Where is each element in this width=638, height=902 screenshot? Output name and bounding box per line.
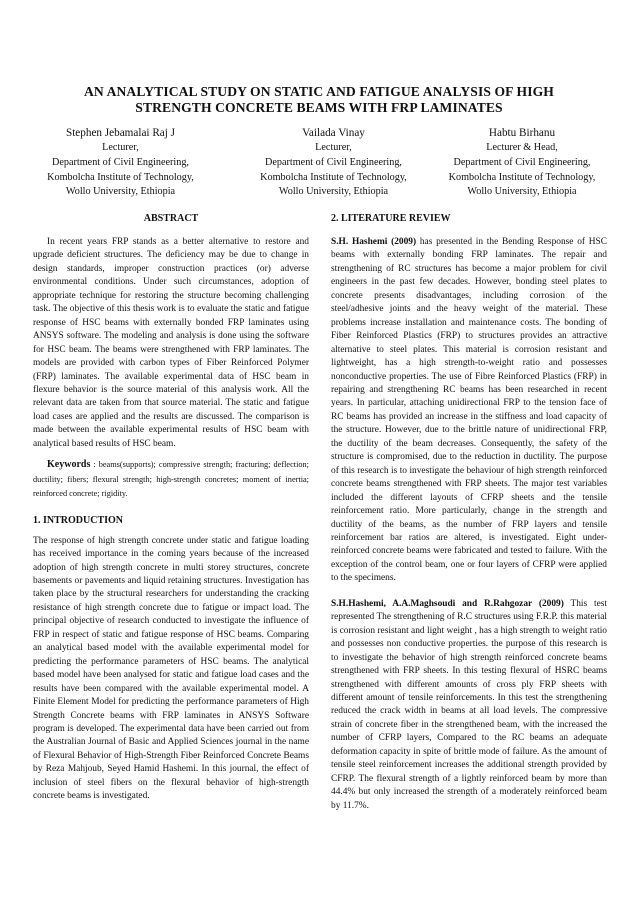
- author-name: Habtu Birhanu: [488, 127, 556, 139]
- author-university: Wollo University, Ethiopia: [278, 186, 389, 198]
- left-column: [33, 212, 309, 804]
- author-institute: Kombolcha Institute of Technology,: [260, 171, 407, 183]
- author-block-2: [246, 125, 421, 200]
- paper-title: [30, 84, 608, 116]
- title-line-1: AN ANALYTICAL STUDY ON STATIC AND FATIGUE ANALYSIS OF HIGH: [84, 84, 554, 99]
- author-name: Stephen Jebamalai Raj J: [65, 127, 176, 139]
- keywords-label: Keywords: [47, 459, 91, 471]
- keywords-list: : beams(supports); compressive strength; fracturing; deflection; ductility; fibers; flexural strength; high-strength concretes; moment of inertia; reinforced concrete; rigidity.: [33, 460, 309, 499]
- literature-paragraph-1: [331, 236, 607, 586]
- author-name: Vailada Vinay: [302, 127, 365, 139]
- author-block-1: [28, 125, 213, 200]
- author-institute: Kombolcha Institute of Technology,: [448, 171, 596, 183]
- author-department: Department of Civil Engineering,: [52, 156, 189, 168]
- author-department: Department of Civil Engineering,: [265, 156, 402, 168]
- title-line-2: STRENGTH CONCRETE BEAMS WITH FRP LAMINATES: [135, 100, 503, 115]
- author-university: Wollo University, Ethiopia: [65, 186, 176, 198]
- introduction-heading: 1. INTRODUCTION: [33, 514, 124, 526]
- literature-heading: 2. LITERATURE REVIEW: [331, 213, 451, 224]
- abstract-heading: ABSTRACT: [143, 213, 199, 224]
- author-role: Lecturer,: [102, 142, 139, 153]
- citation-hashemi-2009: S.H. Hashemi (2009): [331, 237, 417, 247]
- introduction-text: The response of high strength concrete under static and fatigue loading has received importance in the coming years because of the increased adoption of high strength concrete in multi storey structures, concrete basements or pavements and liquid retaining structures. Investigation has taken place by the structural researchers for understanding the cracking resistance of high strength concrete due to fatigue or impact load. The principal objective of research conducted to investigate the influence of FRP in respect of static and fatigue response of HSC beams. Comparing an analytical based model with the available experimental model for predicting the performance parameters of HSC beams. The analytical based model have been analysed for static and fatigue load cases and the results have been compared with the available experimental model. A Finite Element Model for predicting the performance parameters of High Strength Concrete beams with FRP laminates in ANSYS Software program is developed. The experimental data have been carried out from the Australian Journal of Basic and Applied Sciences journal in the name of Flexural Behavior of High-Strength Fiber Reinforced Concrete Beams by Reza Mahjoub, Seyed Hamid Hashemi. In this journal, the effect of inclusion of steel fibers on the flexural behavior of high-strength concrete beams is investigated.: [33, 535, 309, 802]
- author-role: Lecturer,: [315, 142, 352, 153]
- author-role: Lecturer & Head,: [486, 142, 558, 153]
- abstract-text: In recent years FRP stands as a better alternative to restore and upgrade deficient structures. The deficiency may be due to change in design standards, improper construction practices (or) adverse environmental conditions. Under such circumstances, adoption of appropriate technique for restoring the structure becoming challenging task. The objective of this thesis work is to evaluate the static and fatigue response of HSC beams with externally bonded FRP laminates using ANSYS software. The modeling and analysis is done using the software for HSC beam. The beams were strengthened with FRP laminates. The models are provided with carbon types of Fiber Reinforced Polymer (FRP) laminates. The available experimental data of HSC beam in flexure behavior is the source material of this analysis work. All the relevant data are taken from that source material. The static and fatigue load cases are applied and the results are discussed. The comparison is made between the available experimental results of HSC beam with analytical based results of HSC beam.: [33, 237, 309, 449]
- author-institute: Kombolcha Institute of Technology,: [47, 171, 194, 183]
- literature-paragraph-2: [331, 598, 607, 813]
- citation-hashemi-maghsoudi-rahgozar-2009: S.H.Hashemi, A.A.Maghsoudi and R.Rahgozar (2009): [331, 598, 564, 609]
- author-university: Wollo University, Ethiopia: [467, 186, 577, 198]
- author-block-3: [432, 125, 612, 200]
- keywords: [33, 458, 309, 501]
- right-column: [331, 212, 607, 813]
- literature-paragraph-1-text: has presented in the Bending Response of HSC beams with externally bonding FRP laminates. The repair and strengthening of RC structures has become a major problem for civil engineers in the past few decades. However, bonding steel plates to concrete presents disadvantages, including corrosion of the steel/adhesive joints and the heavy weight of the material. These problems increase installation and maintenance costs. The bonding of Fiber Reinforced Plastics (FRP) to structures provides an attractive alternative to steel plates. This material is corrosion resistant and lightweight, has a high strength-to-weight ratio and possesses nonconductive properties. The use of Fibre Reinforced Plastics (FRP) in repairing and strengthening RC beams has been researched in recent years. In particular, attaching unidirectional FRP to the tension face of RC beams has provided an increase in the stiffness and load capacity of the structure. However, due to the brittle nature of unidirectional FRP, the ductility of the beam decreases. Consequently, the safety of the structure is compromised, due to the reduction in ductility. The purpose of this research is to investigate the behaviour of high strength reinforced concrete beams strengthened with FRP sheets. The major test variables included the different layouts of CFRP sheets and the tensile reinforcement ratio. More particularly, change in the strength and ductility of the beams, as the number of FRP layers and tensile reinforcement bar ratios are altered, is investigated. Eight under-reinforced concrete beams were fabricated and tested to failure. With the exception of the control beam, one or four layers of CFRP were applied to the specimens.: [331, 237, 607, 584]
- literature-paragraph-2-text: This test represented The strengthening of R.C structures using F.R.P. this material is corrosion resistant and light weight , has a high strength to weight ratio and possesses non conductive properties. the purpose of this research is to investigate the behavior of high strength reinforced concrete beams strengthened with FRP sheets. In this testing flexural of HSRC beams strengthened with different amounts of cross ply FRP sheets with different amount of tensile reinforcements. In this test the strengthening reduced the crack width in beams at all load levels. The compressive strain of concrete fiber in the strengthened beam, with the increased the number of CFRP layers, Compared to the RC beams an adequate deformation capacity in spite of brittle mode of failure. As the amount of tensile steel reinforcement increases the additional strength provided by CFRP. The flexural strength of a lightly reinforced beam by more than 44.4% but only increased the strength of a moderately reinforced beam by 11.7%.: [331, 598, 607, 811]
- author-department: Department of Civil Engineering,: [453, 156, 591, 168]
